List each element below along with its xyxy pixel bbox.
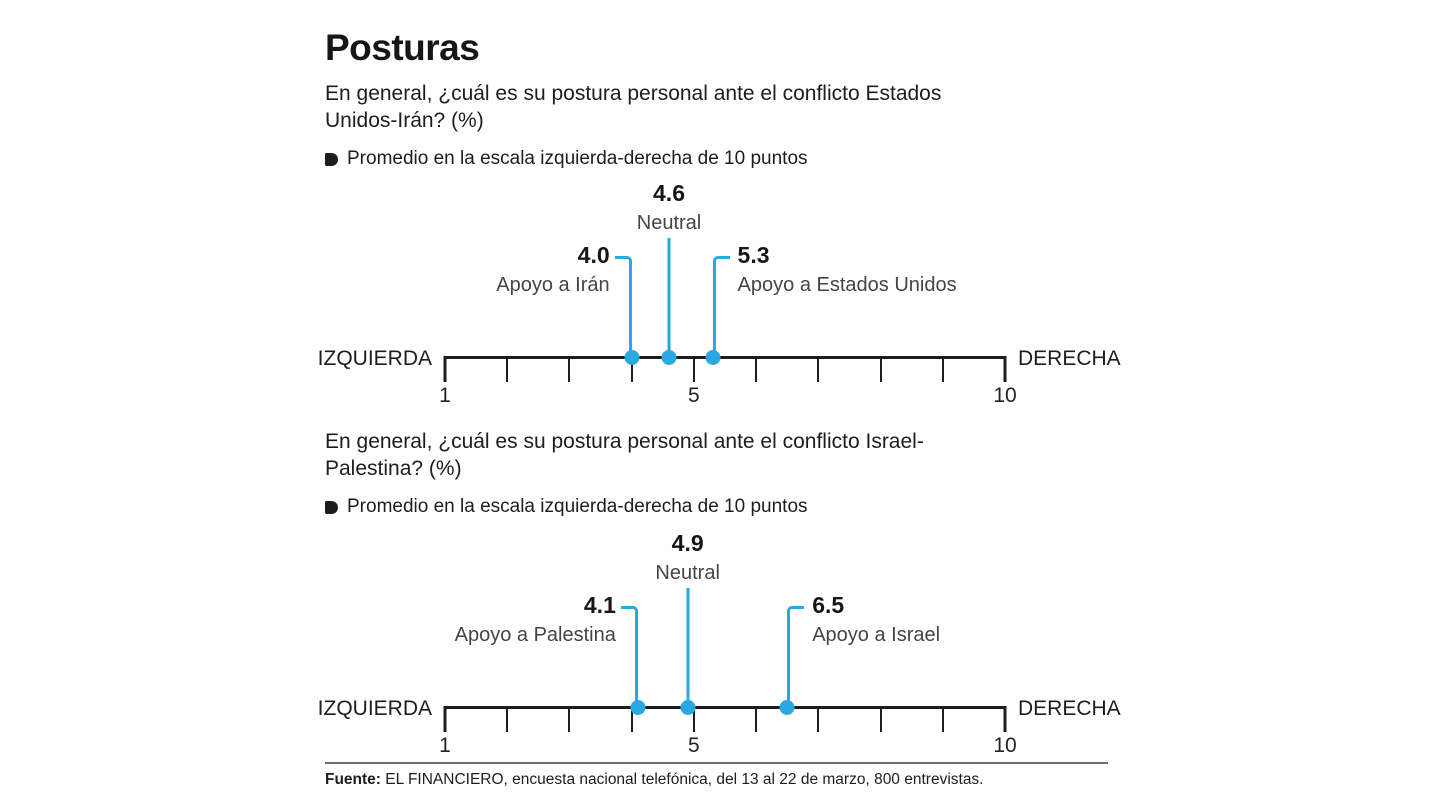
connector-line <box>686 588 689 707</box>
axis-tick <box>568 356 570 382</box>
point-marker-dot <box>780 700 795 715</box>
axis-tick <box>942 356 944 382</box>
annotation-value: 6.5 <box>812 592 845 618</box>
annotation-value: 4.0 <box>577 242 610 268</box>
point-marker-dot <box>662 350 677 365</box>
annotation-right <box>713 242 957 297</box>
axis-left-label: IZQUIERDA <box>317 697 432 720</box>
point-marker-dot <box>624 350 639 365</box>
axis-line <box>445 356 1005 359</box>
dot-plot-chart-1 <box>317 180 1121 412</box>
annotation-value: 4.6 <box>653 180 685 206</box>
axis-tick <box>444 356 447 382</box>
axis-tick <box>568 706 570 732</box>
annotation-left <box>496 242 631 297</box>
legend-label: Promedio en la escala izquierda-derecha de 10 puntos <box>347 496 808 517</box>
scale-axis-2 <box>317 530 1121 762</box>
annotation-label: Apoyo a Estados Unidos <box>737 274 957 296</box>
annotation-right <box>787 592 940 647</box>
axis-tick <box>817 706 819 732</box>
axis-tick <box>506 706 508 732</box>
question-2: En general, ¿cuál es su postura personal ante el conflicto Israel-Palestina? (%) <box>325 430 924 480</box>
axis-tick <box>755 706 757 732</box>
axis-right-label: DERECHA <box>1018 697 1121 720</box>
dot-plot-chart-2 <box>317 530 1121 762</box>
point-marker-dot <box>705 350 720 365</box>
axis-tick-label: 1 <box>439 734 451 757</box>
source-text: EL FINANCIERO, encuesta nacional telefónica, del 13 al 22 de marzo, 800 entrevistas. <box>380 771 984 788</box>
axis-tick <box>755 356 757 382</box>
question-1: En general, ¿cuál es su postura personal ante el conflicto Estados Unidos-Irán? (%) <box>325 82 942 132</box>
annotation-left <box>455 592 638 647</box>
connector-line <box>668 238 671 357</box>
annotation-neutral <box>637 180 701 235</box>
annotation-label: Apoyo a Irán <box>496 274 610 296</box>
source-note <box>325 762 1108 789</box>
axis-tick-label: 5 <box>688 384 700 407</box>
figure-column <box>317 0 1121 789</box>
axis-tick-label: 5 <box>688 734 700 757</box>
figure-title: Posturas <box>325 27 480 68</box>
axis-tick <box>444 706 447 732</box>
axis-tick <box>506 356 508 382</box>
axis-tick <box>942 706 944 732</box>
legend-label: Promedio en la escala izquierda-derecha de 10 puntos <box>347 148 808 169</box>
source-label: Fuente: <box>325 771 381 788</box>
legend-marker-icon <box>325 153 338 166</box>
axis-tick <box>1004 706 1007 732</box>
legend-marker-icon <box>325 501 338 514</box>
axis-tick <box>1004 356 1007 382</box>
axis-tick-label: 1 <box>439 384 451 407</box>
axis-tick-label: 10 <box>993 384 1017 407</box>
annotation-label: Apoyo a Palestina <box>454 624 616 646</box>
point-marker-dot <box>680 700 695 715</box>
axis-tick-label: 10 <box>993 734 1017 757</box>
axis-right-label: DERECHA <box>1018 347 1121 370</box>
annotation-neutral <box>655 530 719 585</box>
legend-2 <box>325 497 1115 517</box>
annotation-label: Neutral <box>655 562 720 584</box>
legend-1 <box>325 149 1115 169</box>
axis-tick <box>880 356 882 382</box>
annotation-label: Neutral <box>636 212 702 234</box>
annotation-label: Apoyo a Israel <box>812 624 941 646</box>
point-marker-dot <box>630 700 645 715</box>
axis-tick <box>817 356 819 382</box>
axis-line <box>445 706 1005 709</box>
axis-tick <box>693 356 695 382</box>
annotation-value: 5.3 <box>737 242 770 268</box>
annotation-value: 4.1 <box>583 592 616 618</box>
annotation-value: 4.9 <box>671 530 704 556</box>
axis-left-label: IZQUIERDA <box>317 347 432 370</box>
scale-axis-1 <box>317 180 1121 412</box>
axis-tick <box>880 706 882 732</box>
